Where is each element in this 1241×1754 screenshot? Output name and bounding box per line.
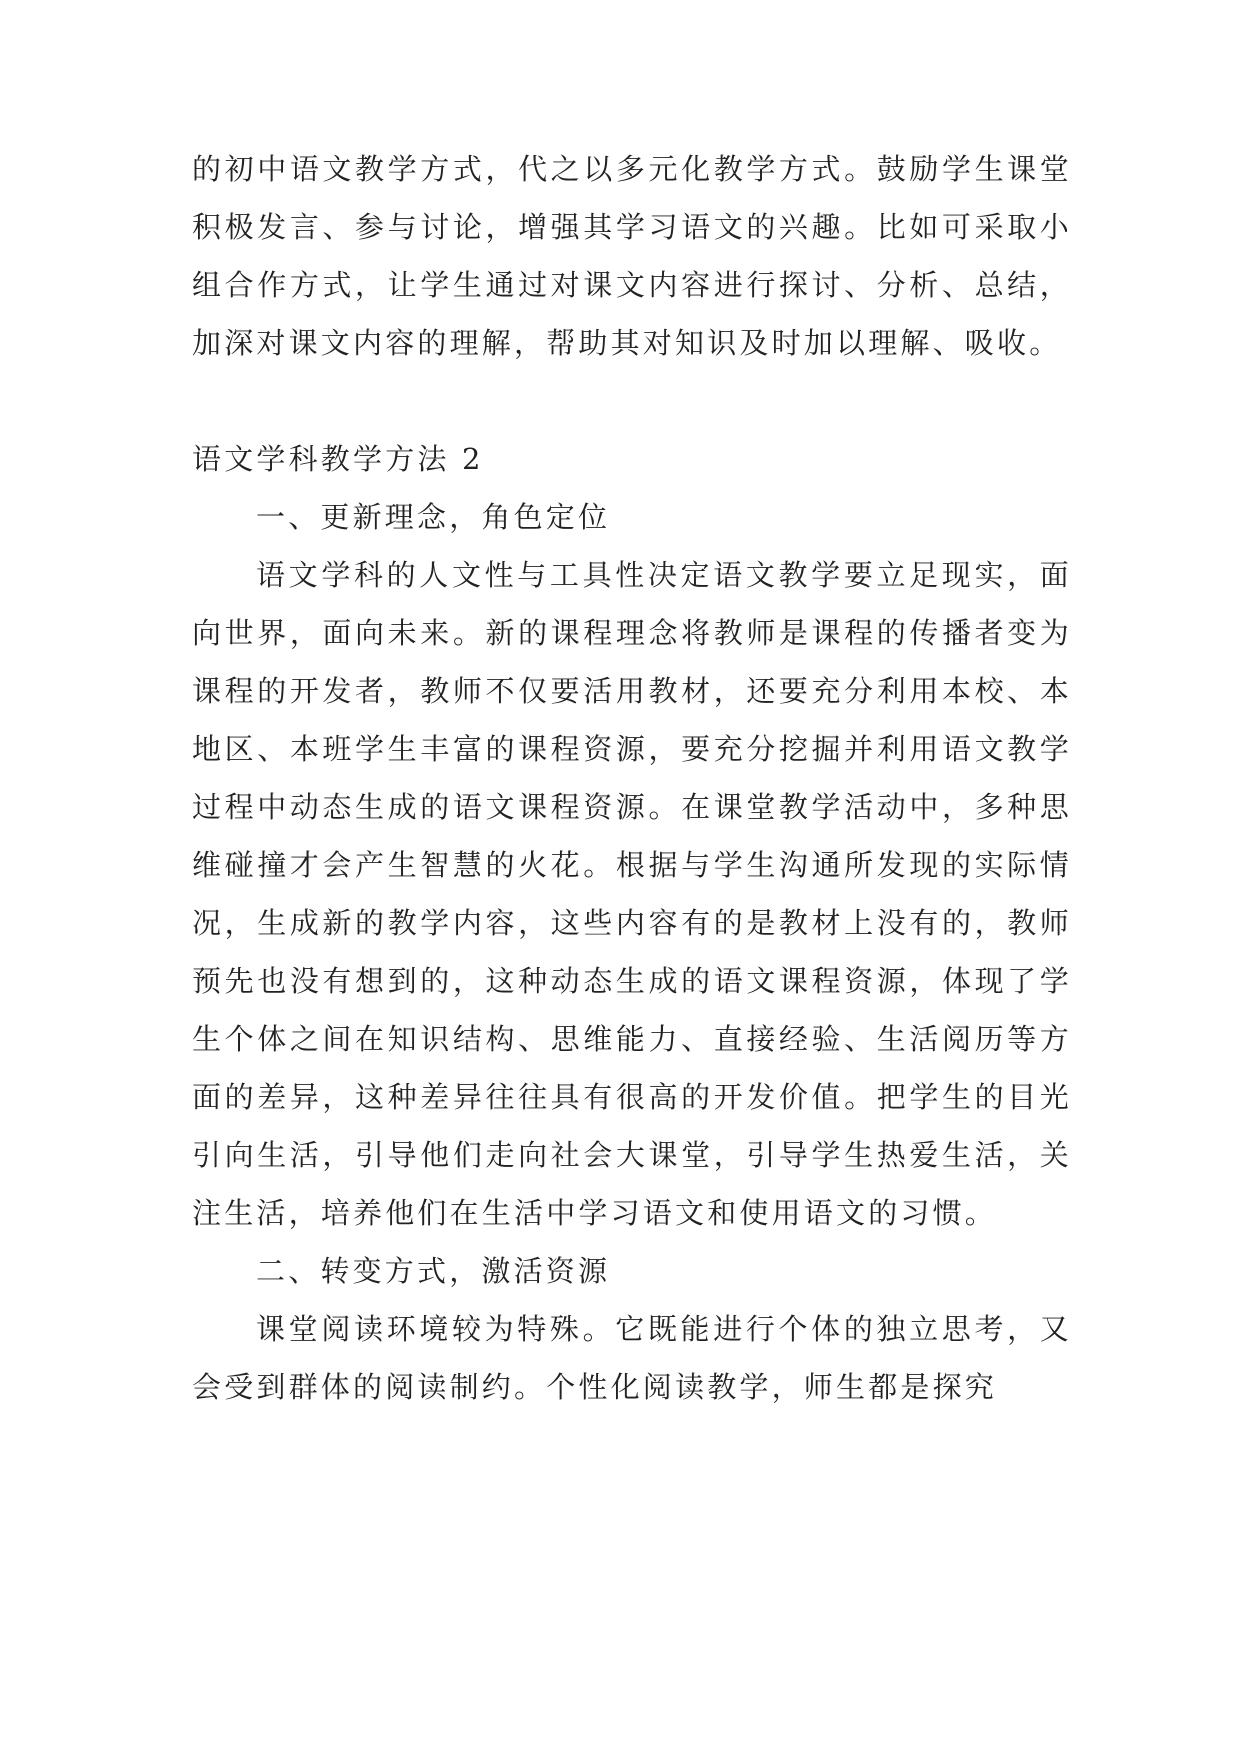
- document-body: [192, 140, 1072, 1416]
- continuation-paragraph: 的初中语文教学方式，代之以多元化教学方式。鼓励学生课堂积极发言、参与讨论，增强其学习语文的兴趣。比如可采取小组合作方式，让学生通过对课文内容进行探讨、分析、总结，加深对课文内容的理解，帮助其对知识及时加以理解、吸收。: [192, 152, 1072, 360]
- heading-two: 二、转变方式，激活资源: [256, 1254, 611, 1288]
- heading-one: 一、更新理念，角色定位: [256, 500, 611, 534]
- section-title: 语文学科教学方法 2: [192, 442, 484, 476]
- paragraph-one: 语文学科的人文性与工具性决定语文教学要立足现实，面向世界，面向未来。新的课程理念将教师是课程的传播者变为课程的开发者，教师不仅要活用教材，还要充分利用本校、本地区、本班学生丰富的课程资源，要充分挖掘并利用语文教学过程中动态生成的语文课程资源。在课堂教学活动中，多种思维碰撞才会产生智慧的火花。根据与学生沟通所发现的实际情况，生成新的教学内容，这些内容有的是教材上没有的，教师预先也没有想到的，这种动态生成的语文课程资源，体现了学生个体之间在知识结构、思维能力、直接经验、生活阅历等方面的差异，这种差异往往具有很高的开发价值。把学生的目光引向生活，引导他们走向社会大课堂，引导学生热爱生活，关注生活，培养他们在生活中学习语文和使用语文的习惯。: [192, 558, 1072, 1230]
- paragraph-two: 课堂阅读环境较为特殊。它既能进行个体的独立思考，又会受到群体的阅读制约。个性化阅读教学，师生都是探究: [192, 1312, 1072, 1404]
